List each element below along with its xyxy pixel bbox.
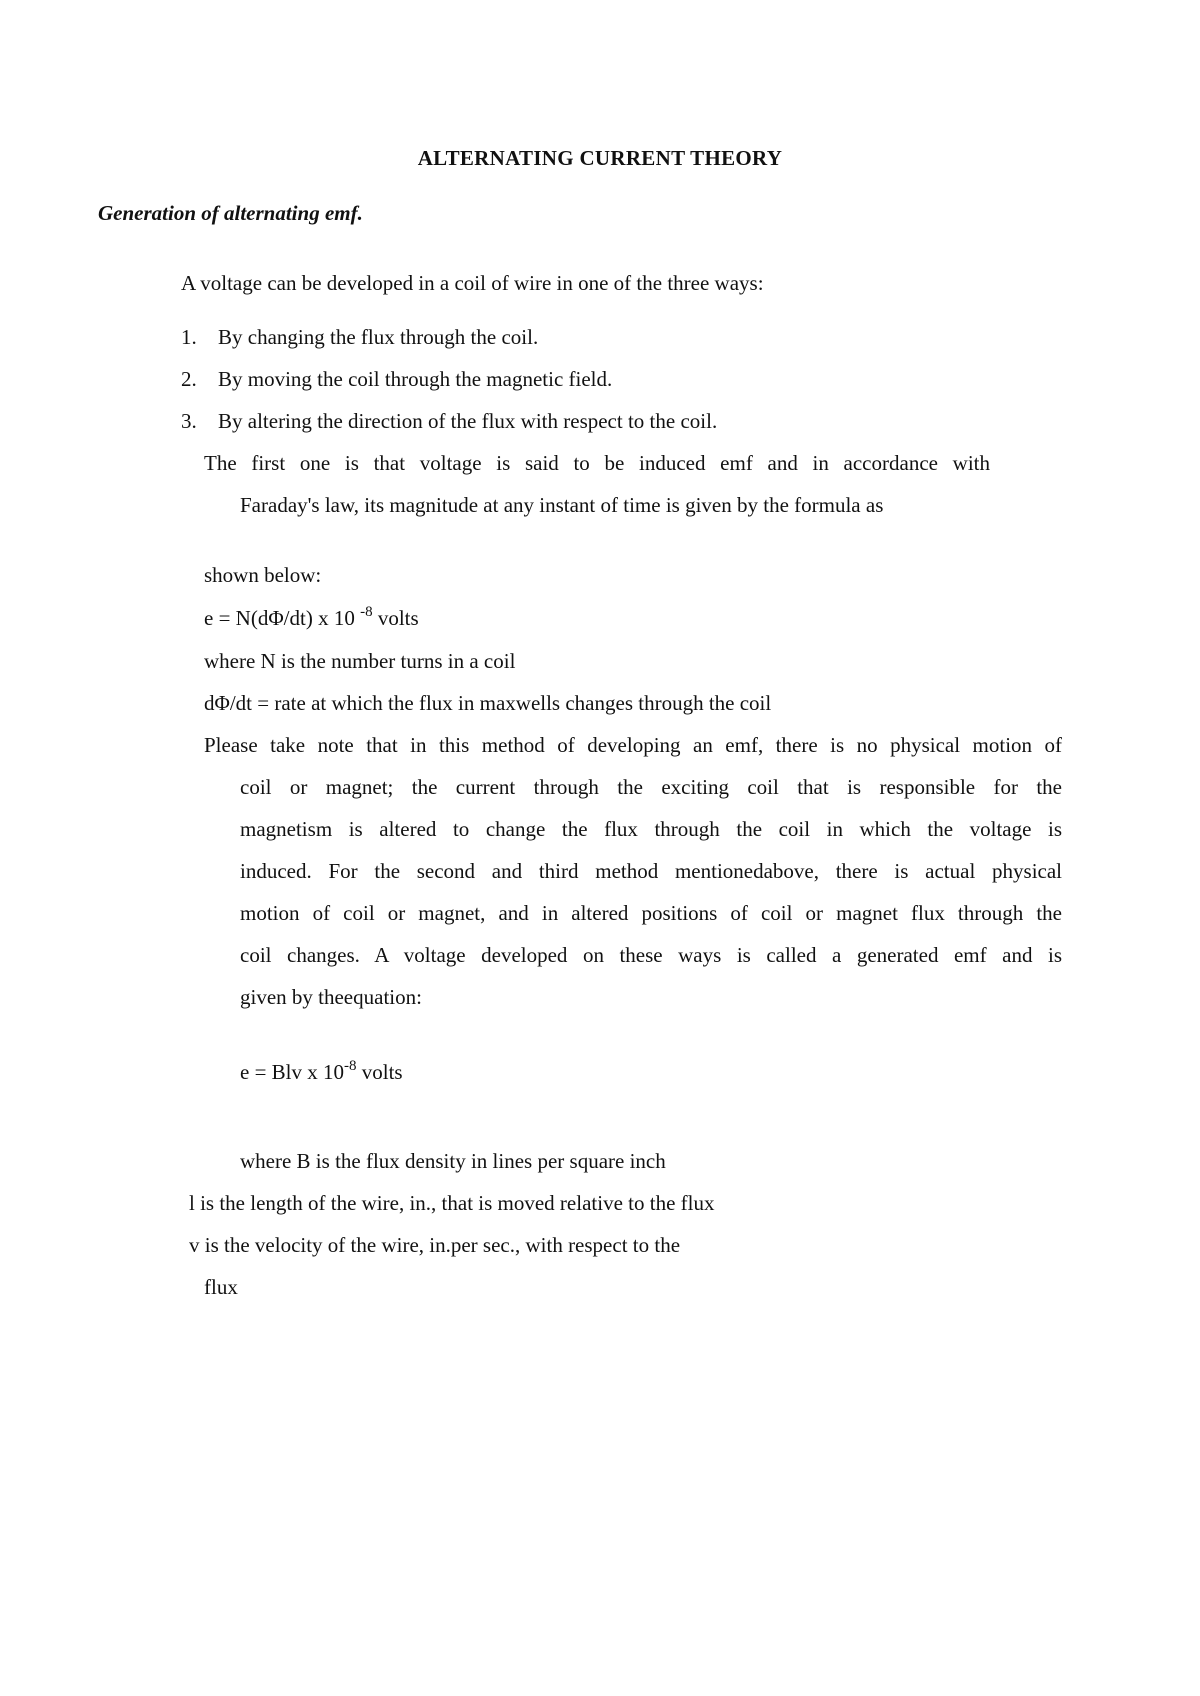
para2-line: induced. For the second and third method mentionedabove, there is actual physical: [240, 859, 1062, 883]
list-item: [181, 409, 717, 434]
formula-exponent: -8: [360, 604, 373, 620]
para1-line: The first one is that voltage is said to be induced emf and in accordance with: [204, 451, 990, 475]
document-title: ALTERNATING CURRENT THEORY: [417, 146, 783, 170]
para2-line: given by theequation:: [240, 985, 422, 1009]
list-item-text: By altering the direction of the flux with respect to the coil.: [218, 409, 718, 433]
dphi-dt-definition: dΦ/dt = rate at which the flux in maxwells changes through the coil: [204, 691, 772, 715]
para2-line: magnetism is altered to change the flux through the coil in which the voltage is: [240, 817, 1062, 841]
para2-line: coil or magnet; the current through the exciting coil that is responsible for the: [240, 775, 1062, 799]
l-definition: l is the length of the wire, in., that is moved relative to the flux: [189, 1191, 715, 1215]
para1-line: Faraday's law, its magnitude at any instant of time is given by the formula as: [240, 493, 884, 517]
list-item-text: By moving the coil through the magnetic field.: [218, 367, 613, 391]
section-heading: Generation of alternating emf.: [98, 201, 363, 225]
formula-induced-emf: [204, 606, 419, 631]
list-number: 1.: [181, 325, 197, 349]
intro-text: A voltage can be developed in a coil of wire in one of the three ways:: [181, 271, 764, 295]
where-b-text: where B is the flux density in lines per square inch: [240, 1149, 666, 1173]
formula-unit: volts: [356, 1060, 403, 1084]
list-item-text: By changing the flux through the coil.: [218, 325, 539, 349]
formula-unit: volts: [372, 606, 419, 630]
formula-generated-emf: [240, 1060, 403, 1085]
para2-line: motion of coil or magnet, and in altered positions of coil or magnet flux through the: [240, 901, 1062, 925]
list-item: [181, 325, 538, 350]
para2-line: coil changes. A voltage developed on these ways is called a generated emf and is: [240, 943, 1062, 967]
list-number: 2.: [181, 367, 197, 391]
v-definition: v is the velocity of the wire, in.per sec., with respect to the: [189, 1233, 681, 1257]
where-n-text: where N is the number turns in a coil: [204, 649, 516, 673]
list-number: 3.: [181, 409, 197, 433]
v-definition-continued: flux: [204, 1275, 238, 1299]
formula-base: e = Blv x 10: [240, 1060, 345, 1084]
list-item: [181, 367, 612, 392]
para2-line: Please take note that in this method of developing an emf, there is no physical motion of: [204, 733, 1062, 757]
formula-exponent: -8: [344, 1058, 357, 1074]
formula-base: e = N(dΦ/dt) x 10: [204, 606, 361, 630]
para1-line: shown below:: [204, 563, 322, 587]
